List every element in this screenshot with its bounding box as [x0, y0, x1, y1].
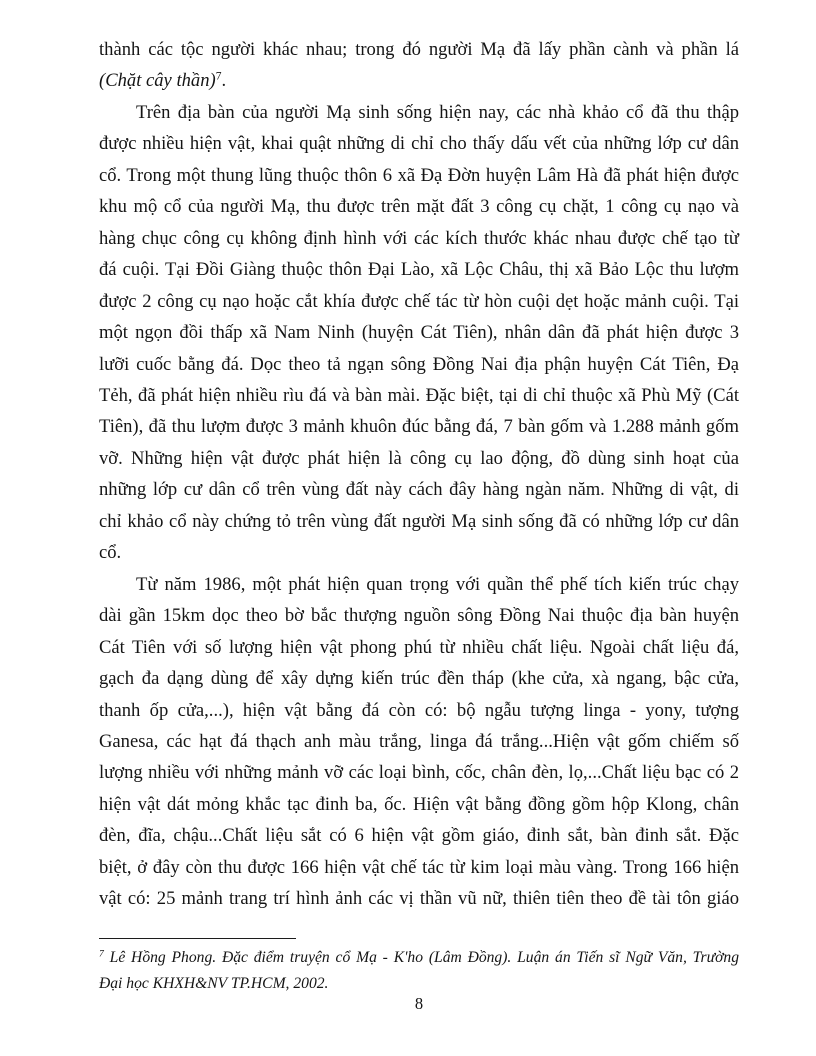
text-line: Ganesa, các hạt đá thạch anh màu trắng, linga đá trắng...Hiện vật gốm chiếm số: [99, 730, 739, 752]
footnote-area: [99, 938, 739, 996]
text-line: vật có: 25 mảnh trang trí hình ảnh các vị thần vũ nữ, thiên tiên theo đề tài tôn giáo: [99, 888, 739, 910]
text-line: lượng nhiều với những mảnh vỡ các loại bình, cốc, chân đèn, lọ,...Chất liệu bạc có 2: [99, 762, 739, 784]
text-line: vỡ. Những hiện vật được phát hiện là công cụ lao động, đồ dùng sinh hoạt của: [99, 447, 739, 469]
text-line: (Chặt cây thần)$^7$.: [99, 70, 227, 92]
text-line: được 2 công cụ nạo hoặc cắt khía được chế tác từ hòn cuội dẹt hoặc mảnh cuội. Tại: [99, 290, 739, 312]
text-line: cổ. Trong một thung lũng thuộc thôn 6 xã Đạ Đờn huyện Lâm Hà đã phát hiện được: [99, 164, 739, 186]
footnote: [99, 945, 739, 996]
paragraph: [99, 34, 739, 97]
text-line: hàng chục công cụ không định hình với các kích thước khác nhau được chế tạo từ: [99, 227, 739, 249]
paragraph: [99, 97, 739, 569]
text-line: chỉ khảo cổ này chứng tỏ trên vùng đất người Mạ sinh sống đã có những lớp cư dân: [99, 510, 739, 532]
text-line: biệt, ở đây còn thu được 166 hiện vật chế tác từ kim loại màu vàng. Trong 166 hiện: [99, 856, 739, 878]
text-line: cổ.: [99, 542, 122, 564]
text-line: Trên địa bàn của người Mạ sinh sống hiện nay, các nhà khảo cổ đã thu thập: [136, 101, 739, 123]
text-line: thanh ốp cửa,...), hiện vật bằng đá còn có: bộ ngẫu tượng linga - yony, tượng: [99, 699, 739, 721]
text-line: dài gần 15km dọc theo bờ bắc thượng nguồn sông Đồng Nai thuộc địa bàn huyện: [99, 605, 739, 627]
text-line: những lớp cư dân cổ trên vùng đất này cách đây hàng ngàn năm. Những di vật, di: [99, 479, 739, 501]
text-line: đèn, đĩa, chậu...Chất liệu sắt có 6 hiện vật gồm giáo, đinh sắt, bàn đinh sắt. Đặc: [99, 825, 739, 847]
text-line: thành các tộc người khác nhau; trong đó người Mạ đã lấy phần cành và phần lá: [99, 39, 739, 60]
paragraph: [99, 569, 739, 915]
text-line: Đại học KHXH&NV TP.HCM, 2002.: [99, 974, 329, 992]
text-line: Tẻh, đã phát hiện nhiều rìu đá và bàn mài. Đặc biệt, tại di chỉ thuộc xã Phù Mỹ (Cát: [99, 384, 739, 406]
text-line: được nhiều hiện vật, khai quật những di chỉ cho thấy dấu vết của những lớp cư dân: [99, 133, 739, 155]
text-line: khu mộ cổ của người Mạ, thu được trên mặt đất 3 công cụ chặt, 1 công cụ nạo và: [99, 196, 739, 218]
text-line: Từ năm 1986, một phát hiện quan trọng với quần thể phế tích kiến trúc chạy: [136, 573, 739, 595]
text-line: hiện vật dát mỏng khắc tạc đinh ba, ốc. Hiện vật bằng đồng gồm hộp Klong, chân: [99, 793, 739, 815]
body-text: [99, 34, 739, 915]
text-line: đá cuội. Tại Đồi Giàng thuộc thôn Đại Lào, xã Lộc Châu, thị xã Bảo Lộc thu lượm: [99, 259, 739, 281]
text-line: Tiên), đã thu lượm được 3 mảnh khuôn đúc bằng đá, 7 bàn gốm và 1.288 mảnh gốm: [99, 416, 739, 438]
text-line: $^7$ Lê Hồng Phong. Đặc điểm truyện cổ Mạ - K'ho (Lâm Đồng). Luận án Tiến sĩ Ngữ Văn, Trường: [99, 948, 739, 966]
text-line: gạch đa dạng dùng để xây dựng kiến trúc đền tháp (khe cửa, xà ngang, bậc cửa,: [99, 668, 739, 690]
text-line: lưỡi cuốc bằng đá. Dọc theo tả ngạn sông Đồng Nai địa phận huyện Cát Tiên, Đạ: [99, 353, 739, 375]
text-line: một ngọn đồi thấp xã Nam Ninh (huyện Cát Tiên), nhân dân đã phát hiện được 3: [99, 322, 739, 344]
text-line: Cát Tiên với số lượng hiện vật phong phú từ nhiều chất liệu. Ngoài chất liệu đá,: [99, 636, 739, 658]
page-number: 8: [414, 994, 424, 1013]
footnote-separator: [99, 938, 296, 939]
